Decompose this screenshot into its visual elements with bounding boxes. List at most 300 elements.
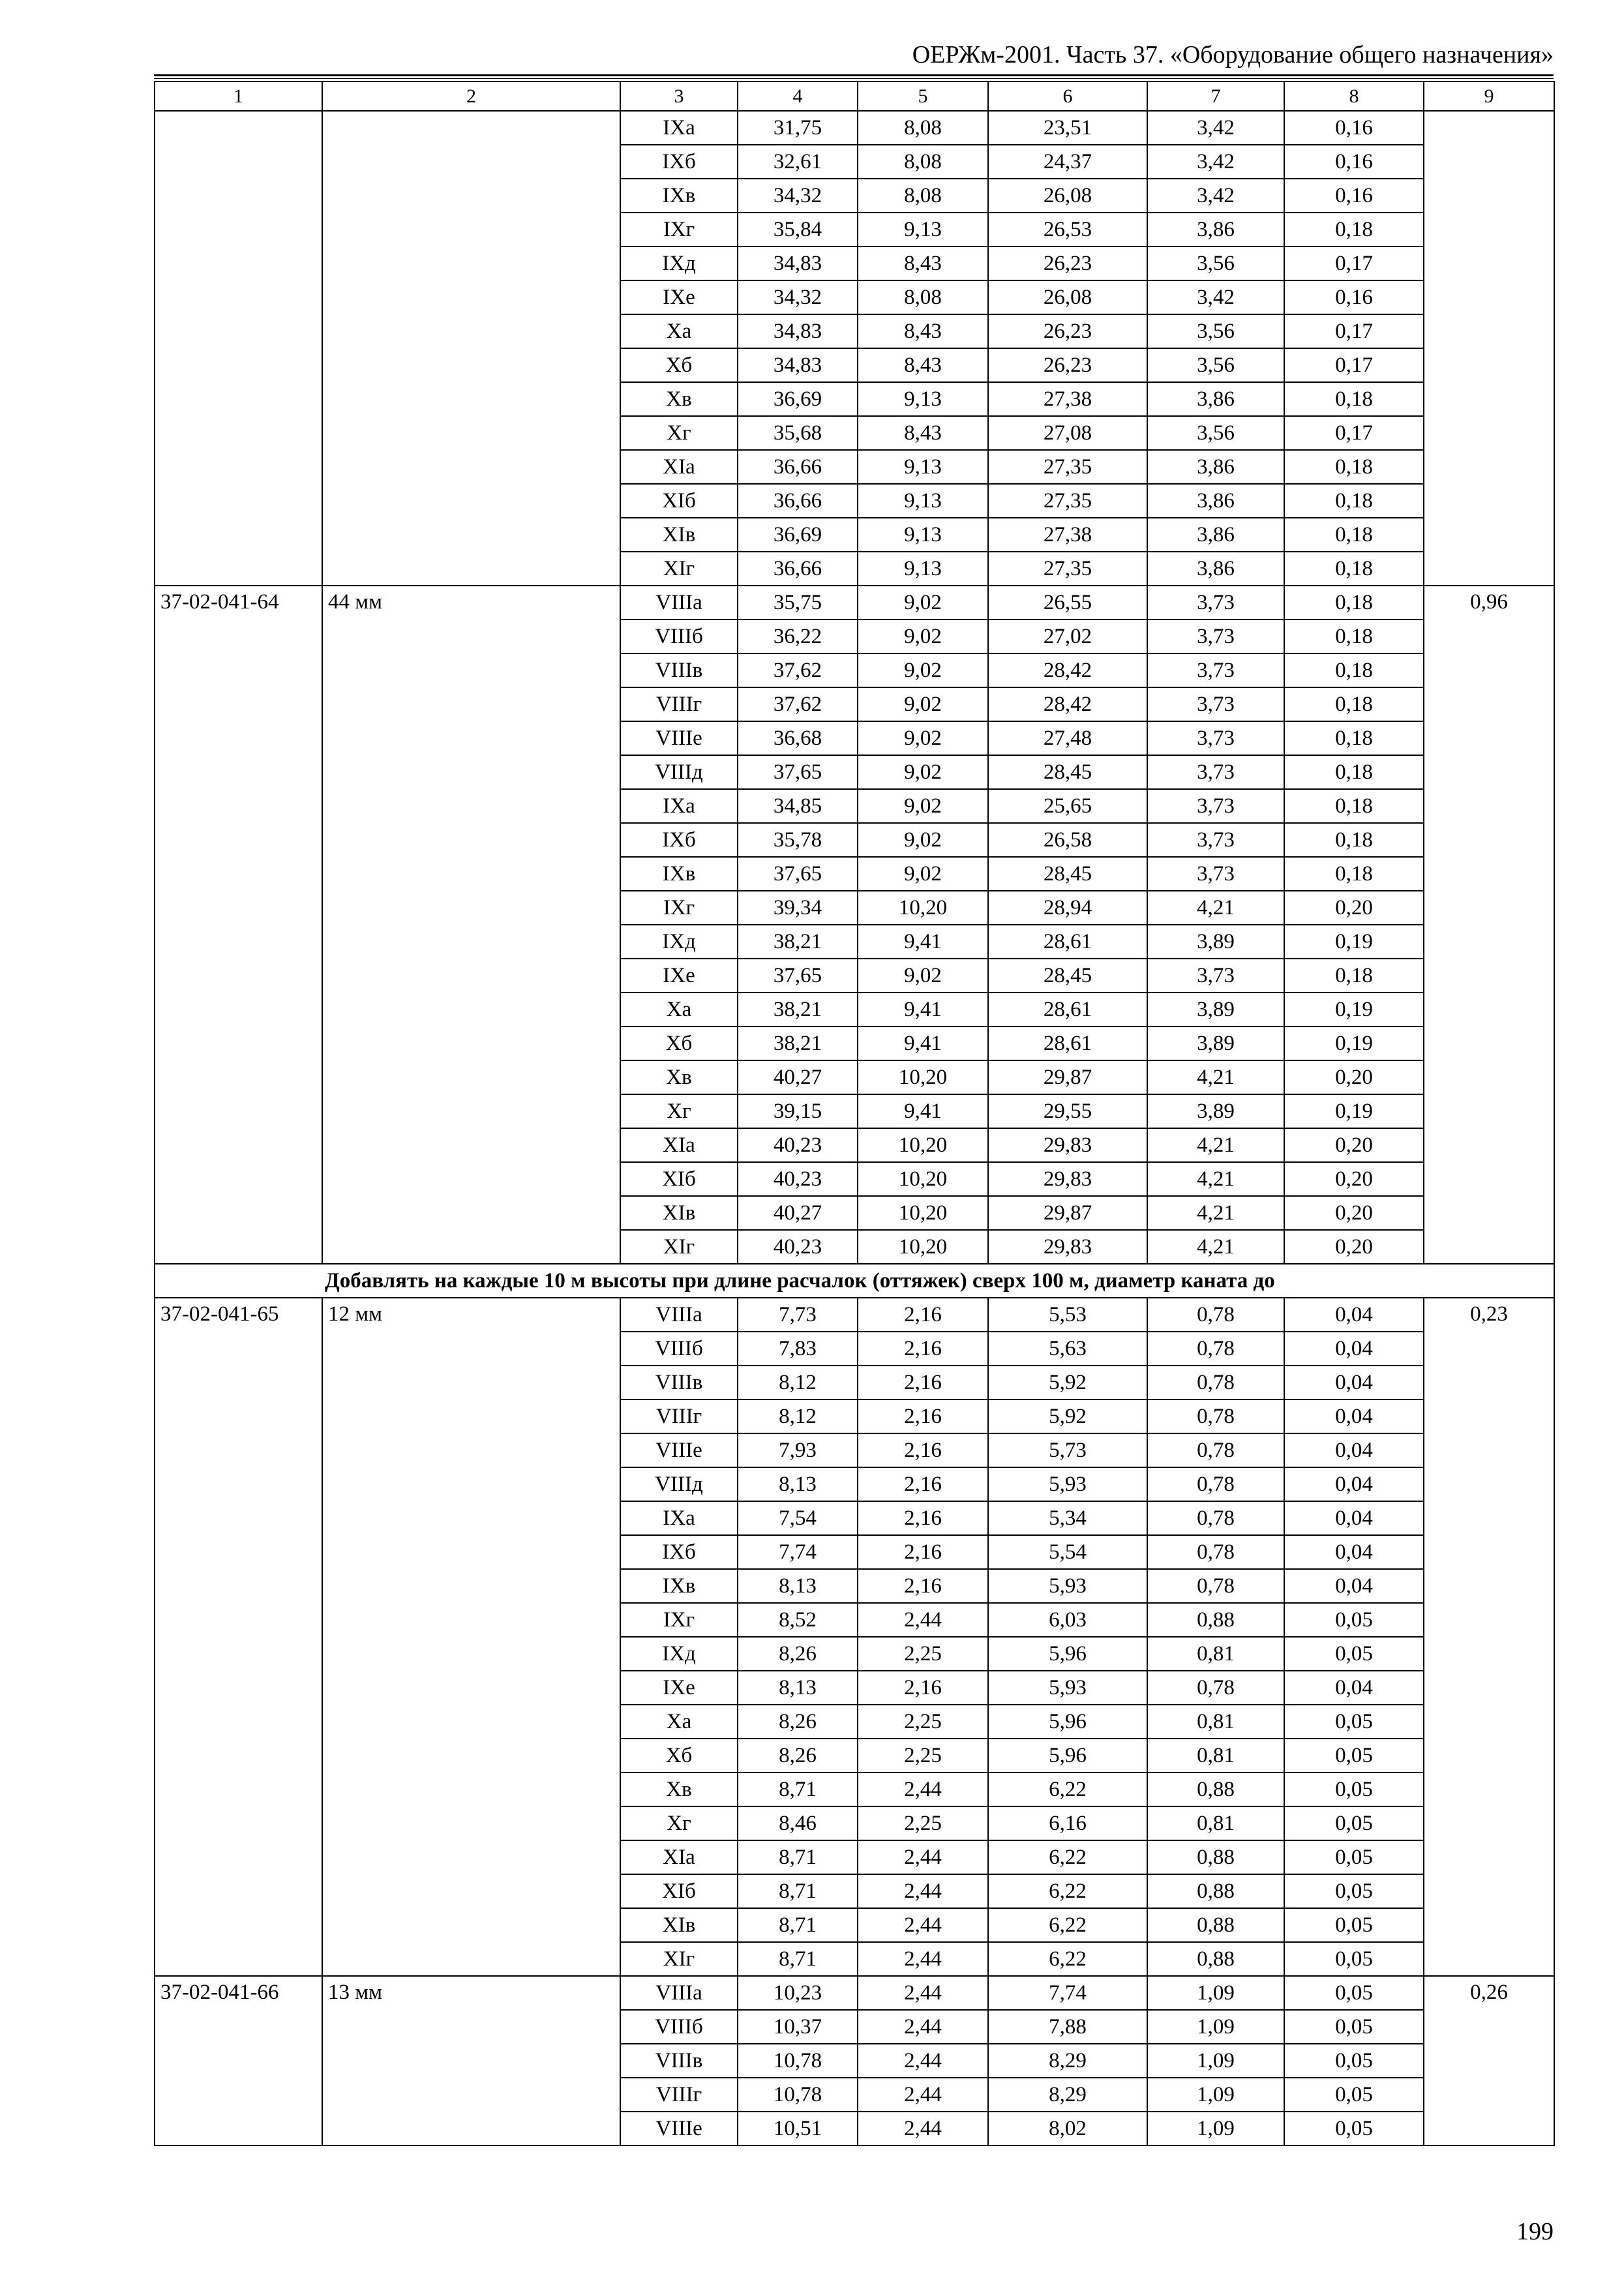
region-group: Xв	[620, 1060, 738, 1094]
region-group: VIIIа	[620, 1298, 738, 1332]
cost-value: 9,02	[858, 857, 988, 891]
cost-value: 32,61	[738, 145, 858, 179]
cost-value: 3,73	[1147, 586, 1284, 620]
cost-value: 3,73	[1147, 789, 1284, 823]
region-group: VIIIе	[620, 2112, 738, 2146]
cost-value: 0,78	[1147, 1501, 1284, 1535]
region-group: IXд	[620, 1637, 738, 1671]
cost-value: 35,75	[738, 586, 858, 620]
cost-value: 0,20	[1284, 891, 1424, 925]
total-value: 0,96	[1424, 586, 1554, 1264]
cost-value: 3,42	[1147, 145, 1284, 179]
cost-value: 27,38	[988, 518, 1147, 552]
region-group: IXа	[620, 789, 738, 823]
cost-value: 38,21	[738, 993, 858, 1026]
header-rule-thin	[154, 78, 1554, 79]
cost-value: 8,13	[738, 1467, 858, 1501]
cost-value: 2,16	[858, 1433, 988, 1467]
cost-value: 0,78	[1147, 1332, 1284, 1366]
cost-value: 28,61	[988, 993, 1147, 1026]
region-group: IXв	[620, 1569, 738, 1603]
cost-value: 0,05	[1284, 1942, 1424, 1976]
cost-value: 34,32	[738, 179, 858, 213]
cost-value: 2,16	[858, 1569, 988, 1603]
region-group: IXб	[620, 145, 738, 179]
cost-value: 25,65	[988, 789, 1147, 823]
region-group: IXг	[620, 213, 738, 247]
cost-value: 0,05	[1284, 2078, 1424, 2112]
cost-value: 5,96	[988, 1705, 1147, 1739]
cost-value: 3,86	[1147, 213, 1284, 247]
cost-value: 0,04	[1284, 1366, 1424, 1399]
cost-value: 28,45	[988, 755, 1147, 789]
cost-value: 40,27	[738, 1196, 858, 1230]
norm-code: 37-02-041-65	[155, 1298, 322, 1976]
cost-value: 6,22	[988, 1908, 1147, 1942]
cost-value: 0,18	[1284, 586, 1424, 620]
region-group: XIб	[620, 1874, 738, 1908]
cost-value: 27,35	[988, 552, 1147, 586]
cost-value: 36,66	[738, 450, 858, 484]
region-group: XIв	[620, 1908, 738, 1942]
cost-value: 0,05	[1284, 1739, 1424, 1773]
cost-value: 3,86	[1147, 484, 1284, 518]
cost-value: 8,08	[858, 179, 988, 213]
cost-value: 3,56	[1147, 348, 1284, 382]
column-number: 8	[1284, 82, 1424, 111]
cost-value: 0,19	[1284, 925, 1424, 959]
cost-value: 36,68	[738, 721, 858, 755]
section-note: Добавлять на каждые 10 м высоты при длине расчалок (оттяжек) сверх 100 м, диаметр каната до	[155, 1264, 1554, 1298]
table-row	[155, 1976, 1554, 2010]
cost-value: 2,16	[858, 1501, 988, 1535]
cost-value: 0,18	[1284, 959, 1424, 993]
region-group: IXб	[620, 1535, 738, 1569]
column-number: 5	[858, 82, 988, 111]
cost-value: 26,23	[988, 314, 1147, 348]
cost-value: 5,92	[988, 1399, 1147, 1433]
cost-value: 2,44	[858, 1603, 988, 1637]
cost-value: 10,37	[738, 2010, 858, 2044]
region-group: XIа	[620, 450, 738, 484]
cost-value: 6,16	[988, 1806, 1147, 1840]
cost-value: 8,26	[738, 1637, 858, 1671]
cost-value: 2,44	[858, 2078, 988, 2112]
region-group: IXе	[620, 959, 738, 993]
column-number: 4	[738, 82, 858, 111]
cost-value: 36,66	[738, 552, 858, 586]
region-group: VIIIд	[620, 755, 738, 789]
cost-value: 4,21	[1147, 891, 1284, 925]
cost-value: 2,25	[858, 1806, 988, 1840]
norm-description: 44 мм	[322, 586, 620, 1264]
cost-value: 9,02	[858, 789, 988, 823]
norms-table	[154, 81, 1555, 2146]
cost-value: 9,02	[858, 823, 988, 857]
cost-value: 0,78	[1147, 1535, 1284, 1569]
cost-value: 0,20	[1284, 1162, 1424, 1196]
cost-value: 10,20	[858, 1230, 988, 1264]
cost-value: 0,04	[1284, 1332, 1424, 1366]
cost-value: 2,44	[858, 2112, 988, 2146]
cost-value: 3,73	[1147, 653, 1284, 687]
total-value	[1424, 111, 1554, 586]
region-group: Xа	[620, 314, 738, 348]
cost-value: 7,83	[738, 1332, 858, 1366]
cost-value: 3,89	[1147, 925, 1284, 959]
cost-value: 0,88	[1147, 1874, 1284, 1908]
cost-value: 2,44	[858, 1976, 988, 2010]
cost-value: 9,02	[858, 586, 988, 620]
cost-value: 3,56	[1147, 416, 1284, 450]
cost-value: 34,83	[738, 348, 858, 382]
cost-value: 8,71	[738, 1942, 858, 1976]
cost-value: 2,25	[858, 1739, 988, 1773]
cost-value: 36,66	[738, 484, 858, 518]
cost-value: 28,42	[988, 687, 1147, 721]
cost-value: 10,78	[738, 2078, 858, 2112]
norm-code: 37-02-041-64	[155, 586, 322, 1264]
region-group: Xг	[620, 416, 738, 450]
cost-value: 5,34	[988, 1501, 1147, 1535]
cost-value: 0,18	[1284, 382, 1424, 416]
cost-value: 0,05	[1284, 1603, 1424, 1637]
cost-value: 8,43	[858, 348, 988, 382]
cost-value: 8,13	[738, 1569, 858, 1603]
cost-value: 3,89	[1147, 1026, 1284, 1060]
cost-value: 0,88	[1147, 1908, 1284, 1942]
cost-value: 9,13	[858, 450, 988, 484]
cost-value: 0,18	[1284, 721, 1424, 755]
region-group: Xб	[620, 1026, 738, 1060]
cost-value: 36,22	[738, 620, 858, 653]
cost-value: 5,96	[988, 1739, 1147, 1773]
cost-value: 5,93	[988, 1671, 1147, 1705]
cost-value: 8,43	[858, 416, 988, 450]
cost-value: 0,18	[1284, 450, 1424, 484]
cost-value: 10,78	[738, 2044, 858, 2078]
norm-code	[155, 111, 322, 586]
cost-value: 3,56	[1147, 247, 1284, 280]
cost-value: 40,23	[738, 1128, 858, 1162]
cost-value: 5,96	[988, 1637, 1147, 1671]
region-group: VIIIб	[620, 620, 738, 653]
cost-value: 4,21	[1147, 1060, 1284, 1094]
region-group: Xг	[620, 1806, 738, 1840]
cost-value: 38,21	[738, 925, 858, 959]
cost-value: 29,83	[988, 1162, 1147, 1196]
cost-value: 9,41	[858, 993, 988, 1026]
cost-value: 0,17	[1284, 416, 1424, 450]
cost-value: 38,21	[738, 1026, 858, 1060]
cost-value: 0,17	[1284, 247, 1424, 280]
cost-value: 40,27	[738, 1060, 858, 1094]
column-number-row	[155, 82, 1554, 111]
header-rule	[154, 74, 1554, 76]
cost-value: 0,04	[1284, 1535, 1424, 1569]
cost-value: 0,17	[1284, 348, 1424, 382]
region-group: VIIIг	[620, 1399, 738, 1433]
norm-code: 37-02-041-66	[155, 1976, 322, 2146]
cost-value: 1,09	[1147, 2112, 1284, 2146]
cost-value: 0,19	[1284, 1026, 1424, 1060]
cost-value: 35,68	[738, 416, 858, 450]
cost-value: 0,78	[1147, 1366, 1284, 1399]
cost-value: 2,16	[858, 1467, 988, 1501]
cost-value: 4,21	[1147, 1128, 1284, 1162]
cost-value: 2,16	[858, 1332, 988, 1366]
cost-value: 29,83	[988, 1128, 1147, 1162]
cost-value: 0,05	[1284, 1705, 1424, 1739]
cost-value: 28,45	[988, 857, 1147, 891]
region-group: VIIIв	[620, 1366, 738, 1399]
cost-value: 3,89	[1147, 1094, 1284, 1128]
region-group: VIIIв	[620, 2044, 738, 2078]
cost-value: 8,08	[858, 280, 988, 314]
cost-value: 10,20	[858, 891, 988, 925]
region-group: VIIIв	[620, 653, 738, 687]
region-group: IXе	[620, 1671, 738, 1705]
cost-value: 10,20	[858, 1128, 988, 1162]
cost-value: 39,15	[738, 1094, 858, 1128]
column-number: 2	[322, 82, 620, 111]
cost-value: 37,62	[738, 687, 858, 721]
cost-value: 0,05	[1284, 1874, 1424, 1908]
cost-value: 2,44	[858, 1908, 988, 1942]
region-group: VIIIа	[620, 1976, 738, 2010]
cost-value: 37,65	[738, 857, 858, 891]
cost-value: 3,86	[1147, 450, 1284, 484]
region-group: VIIIд	[620, 1467, 738, 1501]
region-group: XIб	[620, 1162, 738, 1196]
cost-value: 3,73	[1147, 687, 1284, 721]
cost-value: 26,08	[988, 179, 1147, 213]
cost-value: 40,23	[738, 1230, 858, 1264]
cost-value: 8,71	[738, 1908, 858, 1942]
cost-value: 8,43	[858, 247, 988, 280]
cost-value: 8,29	[988, 2078, 1147, 2112]
region-group: IXб	[620, 823, 738, 857]
cost-value: 7,73	[738, 1298, 858, 1332]
cost-value: 0,04	[1284, 1671, 1424, 1705]
cost-value: 29,87	[988, 1060, 1147, 1094]
cost-value: 0,20	[1284, 1128, 1424, 1162]
cost-value: 0,88	[1147, 1603, 1284, 1637]
cost-value: 2,44	[858, 1773, 988, 1806]
cost-value: 0,78	[1147, 1399, 1284, 1433]
page-number: 199	[1516, 2218, 1554, 2245]
cost-value: 1,09	[1147, 1976, 1284, 2010]
cost-value: 3,73	[1147, 823, 1284, 857]
cost-value: 28,94	[988, 891, 1147, 925]
cost-value: 28,42	[988, 653, 1147, 687]
region-group: XIг	[620, 552, 738, 586]
cost-value: 0,78	[1147, 1671, 1284, 1705]
cost-value: 0,05	[1284, 1976, 1424, 2010]
cost-value: 27,35	[988, 484, 1147, 518]
region-group: VIIIг	[620, 687, 738, 721]
cost-value: 2,44	[858, 1840, 988, 1874]
table-row	[155, 586, 1554, 620]
cost-value: 0,05	[1284, 2010, 1424, 2044]
region-group: IXд	[620, 925, 738, 959]
cost-value: 29,55	[988, 1094, 1147, 1128]
region-group: VIIIг	[620, 2078, 738, 2112]
cost-value: 27,02	[988, 620, 1147, 653]
cost-value: 26,23	[988, 348, 1147, 382]
cost-value: 0,81	[1147, 1806, 1284, 1840]
cost-value: 5,63	[988, 1332, 1147, 1366]
cost-value: 28,45	[988, 959, 1147, 993]
cost-value: 7,88	[988, 2010, 1147, 2044]
cost-value: 2,44	[858, 2044, 988, 2078]
cost-value: 0,16	[1284, 145, 1424, 179]
cost-value: 0,78	[1147, 1569, 1284, 1603]
cost-value: 4,21	[1147, 1196, 1284, 1230]
cost-value: 2,16	[858, 1671, 988, 1705]
cost-value: 3,73	[1147, 620, 1284, 653]
cost-value: 0,04	[1284, 1433, 1424, 1467]
cost-value: 7,74	[738, 1535, 858, 1569]
cost-value: 29,87	[988, 1196, 1147, 1230]
cost-value: 23,51	[988, 111, 1147, 145]
cost-value: 0,16	[1284, 280, 1424, 314]
norm-description: 13 мм	[322, 1976, 620, 2146]
cost-value: 2,16	[858, 1366, 988, 1399]
cost-value: 2,44	[858, 2010, 988, 2044]
cost-value: 7,54	[738, 1501, 858, 1535]
cost-value: 0,17	[1284, 314, 1424, 348]
cost-value: 0,18	[1284, 789, 1424, 823]
cost-value: 31,75	[738, 111, 858, 145]
cost-value: 9,41	[858, 1094, 988, 1128]
cost-value: 6,22	[988, 1942, 1147, 1976]
cost-value: 36,69	[738, 518, 858, 552]
cost-value: 3,42	[1147, 280, 1284, 314]
cost-value: 1,09	[1147, 2010, 1284, 2044]
cost-value: 27,48	[988, 721, 1147, 755]
cost-value: 3,86	[1147, 382, 1284, 416]
cost-value: 3,73	[1147, 755, 1284, 789]
cost-value: 2,16	[858, 1535, 988, 1569]
region-group: Xа	[620, 1705, 738, 1739]
cost-value: 8,29	[988, 2044, 1147, 2078]
region-group: VIIIб	[620, 1332, 738, 1366]
cost-value: 0,20	[1284, 1060, 1424, 1094]
cost-value: 2,16	[858, 1298, 988, 1332]
region-group: VIIIе	[620, 1433, 738, 1467]
cost-value: 6,03	[988, 1603, 1147, 1637]
cost-value: 9,41	[858, 925, 988, 959]
cost-value: 0,88	[1147, 1773, 1284, 1806]
cost-value: 0,05	[1284, 1840, 1424, 1874]
cost-value: 0,18	[1284, 213, 1424, 247]
region-group: IXе	[620, 280, 738, 314]
region-group: IXв	[620, 857, 738, 891]
cost-value: 34,83	[738, 247, 858, 280]
total-value: 0,26	[1424, 1976, 1554, 2146]
cost-value: 9,02	[858, 620, 988, 653]
cost-value: 8,08	[858, 111, 988, 145]
cost-value: 27,08	[988, 416, 1147, 450]
cost-value: 0,05	[1284, 1637, 1424, 1671]
cost-value: 0,78	[1147, 1433, 1284, 1467]
cost-value: 8,13	[738, 1671, 858, 1705]
cost-value: 0,78	[1147, 1298, 1284, 1332]
cost-value: 5,93	[988, 1569, 1147, 1603]
cost-value: 26,23	[988, 247, 1147, 280]
cost-value: 26,55	[988, 586, 1147, 620]
cost-value: 0,81	[1147, 1705, 1284, 1739]
region-group: XIв	[620, 1196, 738, 1230]
cost-value: 8,71	[738, 1773, 858, 1806]
cost-value: 2,25	[858, 1705, 988, 1739]
cost-value: 26,08	[988, 280, 1147, 314]
region-group: IXа	[620, 1501, 738, 1535]
cost-value: 9,02	[858, 653, 988, 687]
region-group: XIа	[620, 1840, 738, 1874]
cost-value: 2,25	[858, 1637, 988, 1671]
region-group: XIб	[620, 484, 738, 518]
cost-value: 10,20	[858, 1162, 988, 1196]
column-number: 9	[1424, 82, 1554, 111]
cost-value: 0,04	[1284, 1467, 1424, 1501]
cost-value: 0,05	[1284, 2044, 1424, 2078]
norm-description	[322, 111, 620, 586]
cost-value: 0,05	[1284, 1773, 1424, 1806]
cost-value: 0,04	[1284, 1501, 1424, 1535]
cost-value: 2,44	[858, 1874, 988, 1908]
region-group: Xв	[620, 382, 738, 416]
cost-value: 1,09	[1147, 2078, 1284, 2112]
cost-value: 5,73	[988, 1433, 1147, 1467]
cost-value: 8,08	[858, 145, 988, 179]
cost-value: 0,18	[1284, 620, 1424, 653]
cost-value: 34,85	[738, 789, 858, 823]
region-group: XIг	[620, 1230, 738, 1264]
cost-value: 9,13	[858, 518, 988, 552]
cost-value: 36,69	[738, 382, 858, 416]
cost-value: 0,05	[1284, 2112, 1424, 2146]
table-row	[155, 1298, 1554, 1332]
section-note-row	[155, 1264, 1554, 1298]
cost-value: 3,89	[1147, 993, 1284, 1026]
cost-value: 6,22	[988, 1874, 1147, 1908]
cost-value: 34,32	[738, 280, 858, 314]
cost-value: 6,22	[988, 1773, 1147, 1806]
cost-value: 8,12	[738, 1399, 858, 1433]
cost-value: 0,88	[1147, 1942, 1284, 1976]
region-group: VIIIа	[620, 586, 738, 620]
cost-value: 7,93	[738, 1433, 858, 1467]
cost-value: 6,22	[988, 1840, 1147, 1874]
cost-value: 5,54	[988, 1535, 1147, 1569]
cost-value: 8,71	[738, 1874, 858, 1908]
region-group: Xб	[620, 348, 738, 382]
cost-value: 37,62	[738, 653, 858, 687]
table-row	[155, 111, 1554, 145]
cost-value: 27,38	[988, 382, 1147, 416]
cost-value: 0,05	[1284, 1908, 1424, 1942]
cost-value: 2,44	[858, 1942, 988, 1976]
region-group: IXв	[620, 179, 738, 213]
region-group: Xа	[620, 993, 738, 1026]
table-body	[155, 82, 1554, 2146]
cost-value: 0,78	[1147, 1467, 1284, 1501]
total-value: 0,23	[1424, 1298, 1554, 1976]
cost-value: 8,26	[738, 1705, 858, 1739]
cost-value: 8,26	[738, 1739, 858, 1773]
